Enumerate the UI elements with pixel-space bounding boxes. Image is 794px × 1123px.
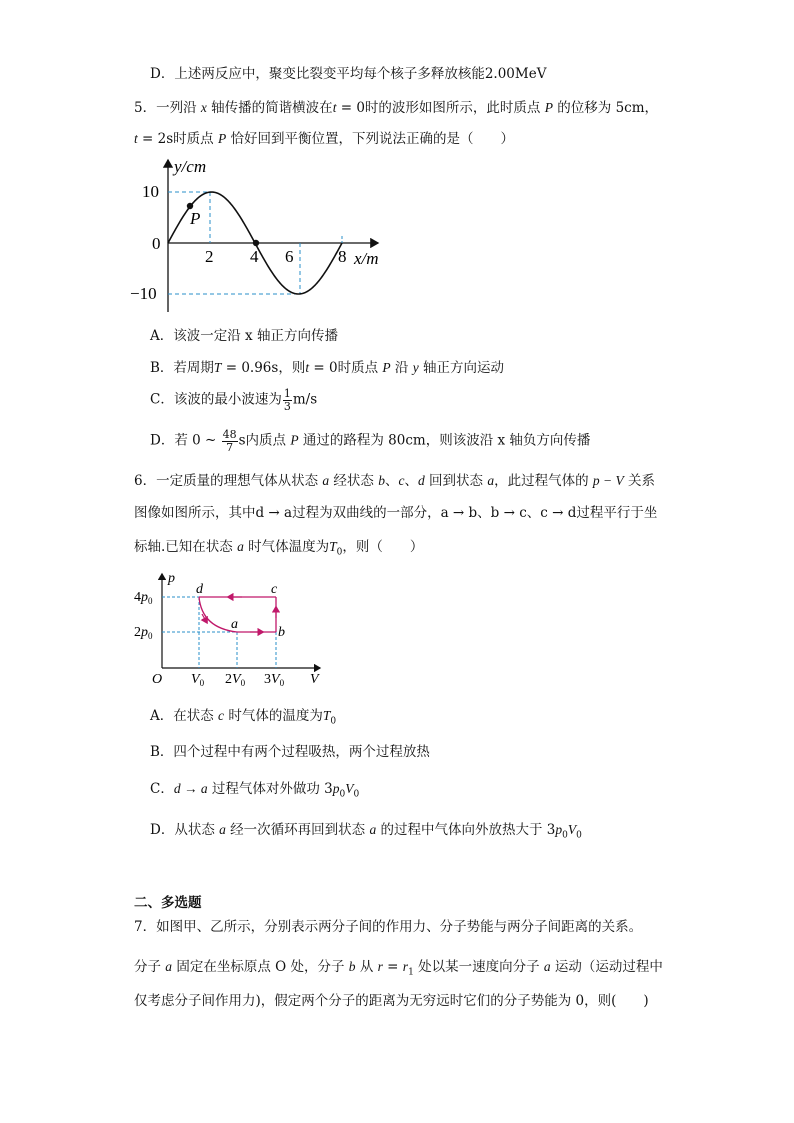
fraction-48-7: $\frac{48}{7}$ [222, 428, 237, 454]
q6-stem-line3: 标轴.已知在状态 a 时气体温度为$T_0$，则（ ） [134, 539, 424, 558]
v-axis-label: V [310, 672, 319, 687]
wave-graph [130, 150, 390, 320]
x-axis-label: x/m [354, 249, 379, 268]
origin-label: O [152, 672, 163, 687]
x-tick-2: 2 [205, 247, 214, 266]
x-tick-6: 6 [285, 247, 294, 266]
q6-option-a[interactable]: A．在状态 c 时气体的温度为$T_0$ [150, 708, 337, 727]
svg-text:2p0: $2p_0$ [134, 625, 153, 641]
point-b-label: b [278, 625, 285, 640]
y-tick-neg10: −10 [130, 284, 157, 303]
q4-option-d: D．上述两反应中，聚变比裂变平均每个核子多释放核能2.00MeV [150, 66, 547, 82]
section-heading: 二、多选题 [134, 895, 202, 911]
q6-option-c[interactable]: C．d → a 过程气体对外做功 $3p_0V_0$ [150, 781, 360, 800]
q5-stem-line2: t = 2s时质点 P 恰好回到平衡位置，下列说法正确的是（ ） [134, 131, 515, 147]
x-tick-4: 4 [250, 247, 259, 266]
svg-text:V0: $V_0$ [191, 672, 205, 688]
q7-line2: 分子 a 固定在坐标原点 O 处，分子 b 从 $r = r_1$ 处以某一速度向分子 a 运动（运动过程中 [134, 959, 663, 978]
q5-option-d[interactable]: D．若 0 ~ $\frac{48}{7}$ s内质点 P 通过的路程为 80cm，则该波沿 x 轴负方向传播 [150, 428, 591, 454]
q7-line3: 仅考虑分子间作用力)，假定两个分子的距离为无穷远时它们的分子势能为 0，则( ) [134, 993, 649, 1009]
q5-option-c[interactable]: C．该波的最小波速为 $\frac{1}{3}$ m/s [150, 387, 318, 413]
y-tick-0: 0 [152, 234, 161, 253]
point-p-label: P [190, 209, 201, 228]
x-tick-v0 [191, 672, 205, 688]
y-tick-4p0 [134, 590, 153, 606]
svg-text:4p0: $4p_0$ [134, 590, 153, 606]
point-d-label: d [196, 582, 203, 597]
q7-line1: 7．如图甲、乙所示，分别表示两分子间的作用力、分子势能与两分子间距离的关系。 [134, 919, 643, 935]
svg-text:2V0: $2V_0$ [225, 672, 246, 688]
p-axis-label: p [168, 571, 175, 586]
point-x4 [253, 240, 259, 246]
q5-option-a[interactable]: A．该波一定沿 x 轴正方向传播 [150, 328, 338, 344]
fraction-1-3: $\frac{1}{3}$ [283, 387, 291, 413]
y-axis-label: y/cm [174, 157, 207, 176]
q6-stem-line2: 图像如图所示，其中d → a过程为双曲线的一部分，a → b、b → c、c → d过程平行于坐 [134, 505, 658, 521]
q6-option-b[interactable]: B．四个过程中有两个过程吸热，两个过程放热 [150, 744, 430, 760]
y-tick-10: 10 [142, 182, 159, 201]
point-a-label: a [231, 617, 238, 632]
x-tick-2v0 [225, 672, 246, 688]
point-c-label: c [271, 582, 278, 597]
svg-text:3V0: $3V_0$ [264, 672, 285, 688]
q6-option-d[interactable]: D．从状态 a 经一次循环再回到状态 a 的过程中气体向外放热大于 $3p_0V_0$ [150, 822, 582, 841]
pv-graph [130, 568, 330, 693]
q5-stem-line1: 5．一列沿 x 轴传播的简谐横波在t = 0时的波形如图所示，此时质点 P 的位移为 5cm， [134, 100, 659, 116]
q5-option-b[interactable]: B．若周期T = 0.96s，则t = 0时质点 P 沿 y 轴正方向运动 [150, 360, 505, 376]
x-tick-8: 8 [338, 247, 347, 266]
q6-stem-line1: 6．一定质量的理想气体从状态 a 经状态 b、c、d 回到状态 a，此过程气体的 p − V 关系 [134, 473, 656, 489]
x-tick-3v0 [264, 672, 285, 688]
y-tick-2p0 [134, 625, 153, 641]
